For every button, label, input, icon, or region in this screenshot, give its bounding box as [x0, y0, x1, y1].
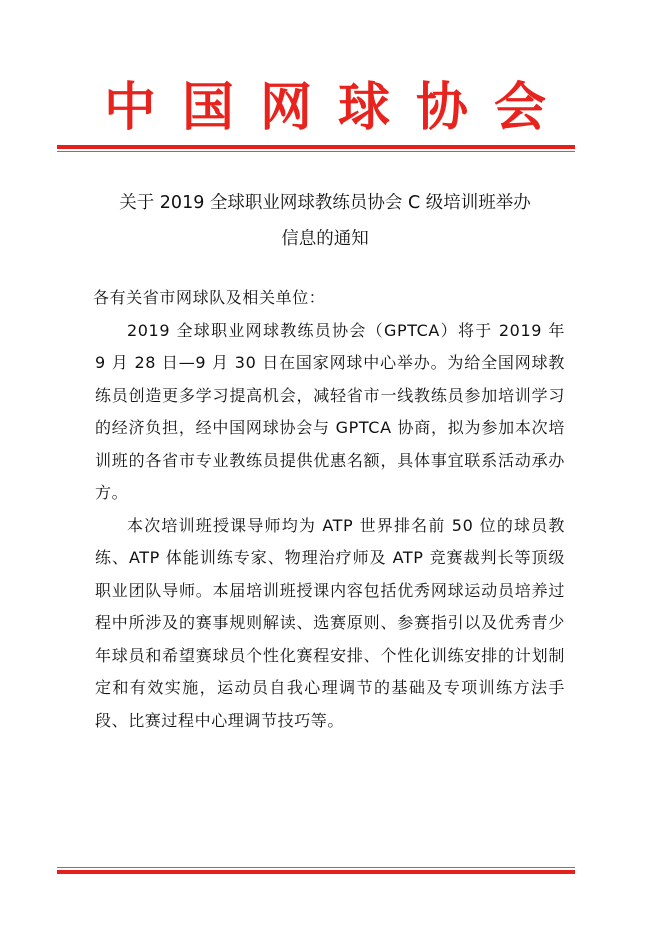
header-rule-thin [57, 151, 575, 152]
header-rule-thick [57, 145, 575, 149]
letterhead-title: 中国网球协会 [103, 77, 572, 138]
footer-rule-thin [57, 867, 575, 868]
title-line-2: 信息的通知 [281, 229, 369, 249]
document-body [95, 282, 565, 737]
paragraph-1: 2019 全球职业网球教练员协会（GPTCA）将于 2019 年 9 月 28 日—9 月 30 日在国家网球中心举办。为给全国网球教练员创造更多学习提高机会，减轻省市一线教练员参加培训学习的经济负担，经中国网球协会与 GPTCA 协商，拟为参加本次培训班的各省市专业教练员提供优惠名额，具体事宜联系活动承办方。 [95, 320, 565, 502]
title-line-1: 关于 2019 全球职业网球教练员协会 C 级培训班举办 [119, 193, 531, 213]
document-title [0, 185, 650, 257]
salutation: 各有关省市网球队及相关单位： [93, 288, 326, 307]
paragraph-2: 本次培训班授课导师均为 ATP 世界排名前 50 位的球员教练、ATP 体能训练专家、物理治疗师及 ATP 竞赛裁判长等顶级职业团队导师。本届培训班授课内容包括优秀网球运动员培养过程中所涉及的赛事规则解读、选赛原则、参赛指引以及优秀青少年球员和希望赛球员个性化赛程安排、个性化训练安排的计划制定和有效实施，运动员自我心理调节的基础及专项训练方法手段、比赛过程中心理调节技巧等。 [95, 515, 565, 730]
footer-rule-thick [57, 870, 575, 874]
